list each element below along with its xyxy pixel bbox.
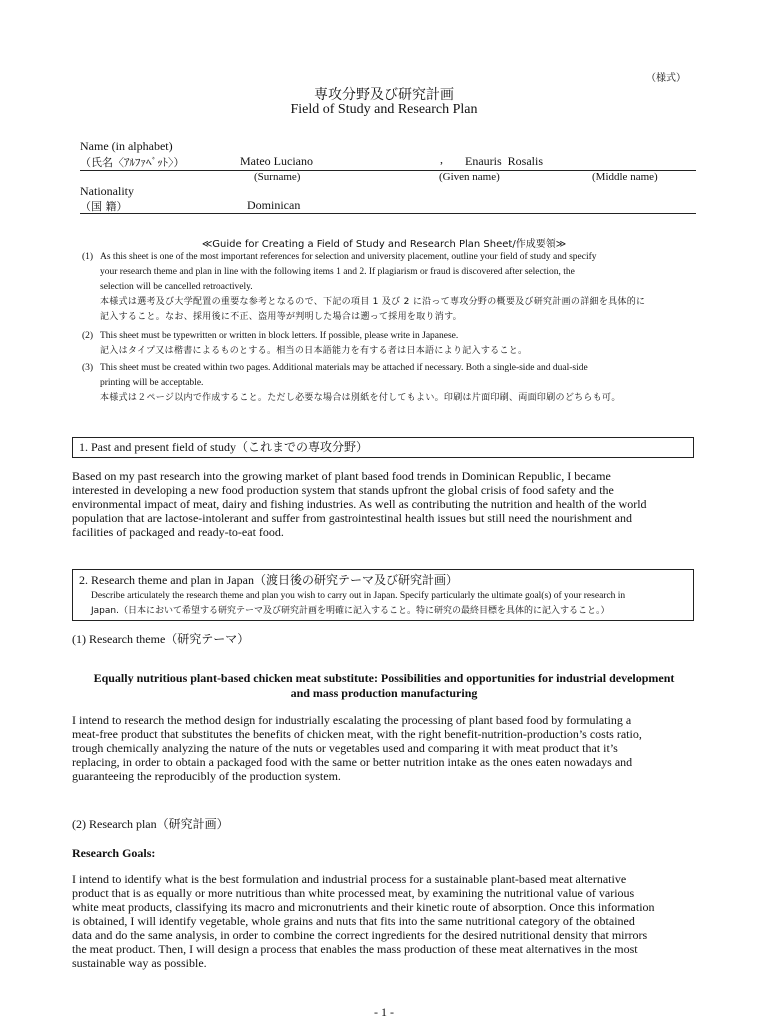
body-line: interested in developing a new food production system that stands upfront the global crisis of food safety and the [72, 483, 614, 497]
research-theme-label: (1) Research theme（研究テーマ） [72, 632, 250, 646]
section2-sub-1: Describe articulately the research theme and plan you wish to carry out in Japan. Specify particularly the ultimate goal(s) of your research in [91, 591, 626, 601]
body-line: the meat product. Then, I will design a process that enables the mass production of these meat alternatives in the most [72, 942, 638, 956]
research-theme-title [66, 671, 702, 701]
body-line: Based on my past research into the growing market of plant based food trends in Dominican Republic, I became [72, 469, 611, 483]
guide-item-text-jp-1: 本様式は選考及び大学配置の重要な参考となるので、下記の項目 1 及び 2 に沿って専攻分野の概要及び研究計画の詳細を具体的に [100, 297, 646, 307]
guide-item-number: (3) [82, 363, 94, 373]
body-line: trough chemically analyzing the nature of the nuts or vegetables used and comparing it with meat product that it’s [72, 741, 618, 755]
research-goals-body [72, 872, 702, 970]
section2-heading-box [72, 569, 694, 621]
guide-item-text-en-3: selection will be cancelled retroactively. [100, 282, 253, 292]
section1-body [72, 469, 702, 539]
nationality-underline [80, 213, 696, 214]
name-comma: , [440, 152, 443, 166]
theme-title-line-2: and mass production manufacturing [290, 686, 478, 700]
guide-item-2 [82, 329, 689, 359]
guide-title: ≪Guide for Creating a Field of Study and Research Plan Sheet/作成要領≫ [201, 239, 567, 250]
body-line: facilities of packaged and ready-to-eat food. [72, 525, 284, 539]
guide-item-text-jp-1: 記入はタイプ又は楷書によるものとする。相当の日本語能力を有する者は日本語により記入すること。 [100, 346, 528, 356]
guide-item-text-en-1: This sheet must be typewritten or written in block letters. If possible, please write in Japanese. [100, 331, 459, 341]
page-number: - 1 - [374, 1005, 394, 1019]
body-line: I intend to identify what is the best formulation and industrial process for a sustainable plant-based meat alternative [72, 872, 627, 886]
form-tag: （様式） [646, 73, 686, 84]
body-line: product that is as equally or more nutritious than white processed meat, by examining the nutritional value of various [72, 886, 635, 900]
guide-item-3 [82, 361, 689, 406]
section1-heading-box [72, 437, 694, 458]
given-name-caption: (Given name) [439, 171, 500, 183]
given-name-value: Enauris Rosalis [465, 154, 543, 168]
surname-value: Mateo Luciano [240, 154, 313, 168]
page-title-jp: 専攻分野及び研究計画 [314, 87, 454, 103]
section2-sub-2: Japan.（日本において希望する研究テーマ及び研究計画を明確に記入すること。特に研究の最終目標を具体的に記入すること。） [91, 606, 610, 616]
body-line: I intend to research the method design for industrially escalating the processing of plant based food by formulating a [72, 713, 632, 727]
section1-heading: 1. Past and present field of study（これまでの専攻分野） [79, 440, 368, 454]
body-line: meat-free product that substitutes the benefits of chicken meat, with the right benefit-nutrition-production’s costs ratio, [72, 727, 642, 741]
nationality-label-en: Nationality [80, 184, 134, 198]
name-label-en: Name (in alphabet) [80, 139, 173, 153]
theme-title-line-1: Equally nutritious plant-based chicken meat substitute: Possibilities and opportunities for industrial development [93, 671, 675, 685]
body-line: data and do the same analysis, in order to combine the correct ingredients for the desired nutritional density that mirrors [72, 928, 648, 942]
guide-item-text-en-2: your research theme and plan in line with the following items 1 and 2. If plagiarism or fraud is discovered after selection, the [100, 267, 575, 277]
surname-caption: (Surname) [254, 171, 301, 183]
body-line: replacing, in order to obtain a packaged food with the same or better nutrition intake as the ones eaten nowadays and [72, 755, 633, 769]
guide-item-number: (2) [82, 331, 94, 341]
guide-item-number: (1) [82, 252, 94, 262]
body-line: environmental impact of meat, dairy and fishing industries. As well as contributing the nutrition and health of the world [72, 497, 647, 511]
body-line: guaranteeing the reproducibly of the production system. [72, 769, 341, 783]
body-line: is obtained, I will identify vegetable, whole grains and nuts that fits into the same nutritional category of the obtained [72, 914, 635, 928]
middle-name-caption: (Middle name) [592, 171, 658, 183]
guide-item-text-en-1: As this sheet is one of the most important references for selection and university placement, outline your field of study and specify [100, 252, 597, 262]
body-line: population that are lactose-intolerant and suffer from gastrointestinal health issues but still need the nourishment and [72, 511, 632, 525]
research-goals-label: Research Goals: [72, 846, 156, 860]
research-plan-label: (2) Research plan（研究計画） [72, 817, 229, 831]
body-line: white meat products, classifying its macro and micronutrients and their kinetic route of absorption. Once this information [72, 900, 655, 914]
nationality-value: Dominican [247, 198, 301, 212]
guide-item-text-en-1: This sheet must be created within two pages. Additional materials may be attached if necessary. Both a single-side and dual-side [100, 363, 588, 373]
body-line: sustainable way as possible. [72, 956, 207, 970]
guide-item-text-en-2: printing will be acceptable. [100, 378, 204, 388]
page-title-en: Field of Study and Research Plan [290, 102, 478, 117]
guide-item-1 [82, 250, 689, 325]
guide-item-text-jp-1: 本様式は２ページ以内で作成すること。ただし必要な場合は別紙を付してもよい。印刷は片面印刷、両面印刷のどちらも可。 [100, 393, 621, 403]
name-label-jp: （氏名〈ｱﾙﾌｧﾍﾞｯﾄ〉） [80, 156, 185, 169]
section2-heading: 2. Research theme and plan in Japan（渡日後の研究テーマ及び研究計画） [79, 573, 458, 587]
research-theme-body [72, 713, 702, 783]
nationality-label-jp: （国 籍） [80, 200, 128, 213]
guide-item-text-jp-2: 記入すること。なお、採用後に不正、盗用等が判明した場合は遡って採用を取り消す。 [100, 312, 462, 322]
